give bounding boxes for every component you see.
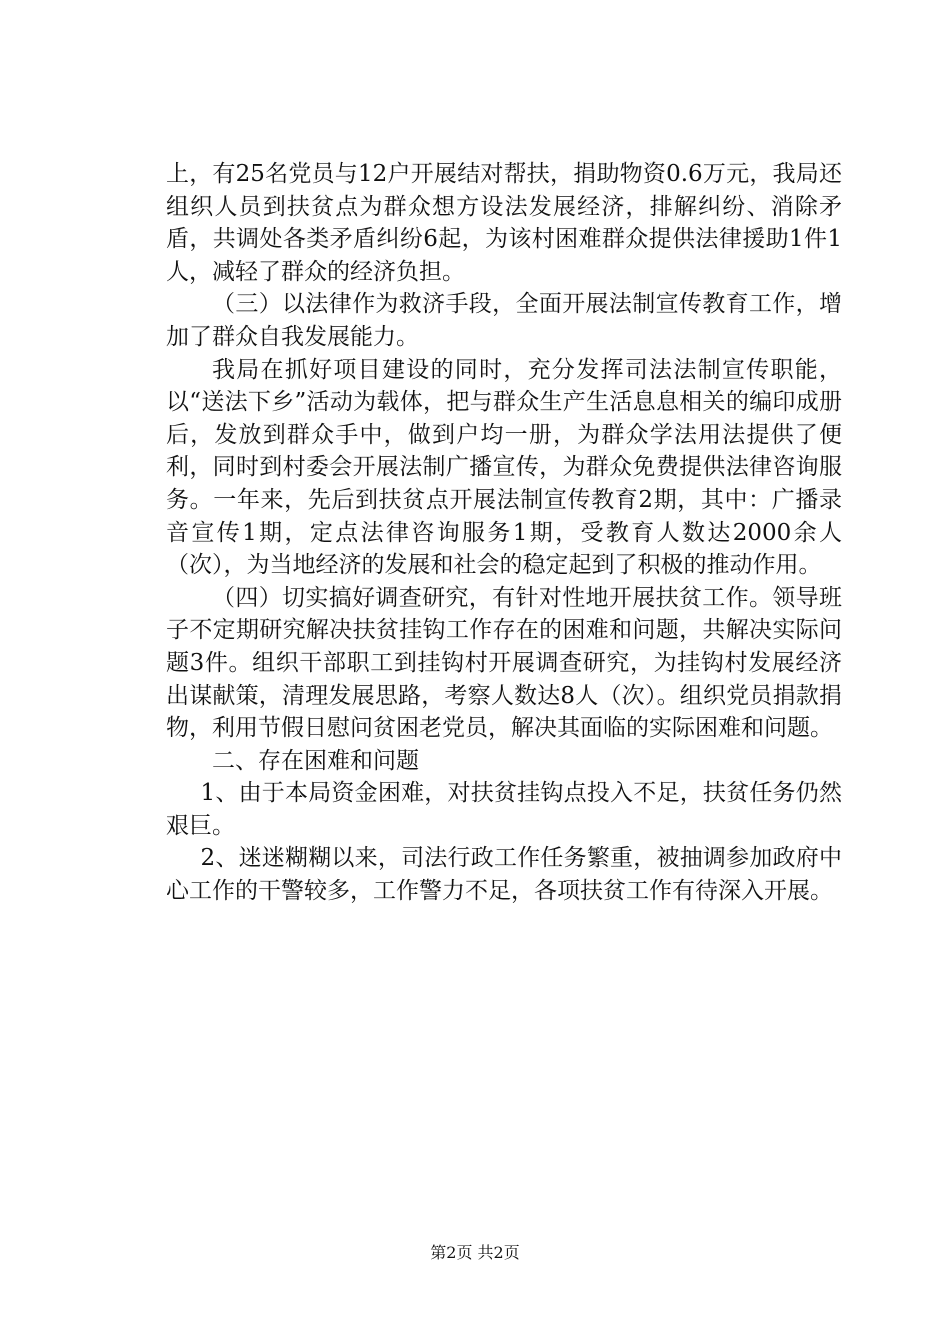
section-heading-difficulties: 二、存在困难和问题	[212, 747, 419, 774]
difficulty-item-1: 1、由于本局资金困难，对扶贫挂钩点投入不足，扶贫任务仍然艰巨。	[166, 780, 842, 839]
page-number-footer: 第2页 共2页	[430, 1243, 520, 1262]
paragraph-section-four: （四）切实搞好调查研究，有针对性地开展扶贫工作。领导班子不定期研究解决扶贫挂钩工作存在的困难和问题，共解决实际问题3件。组织干部职工到挂钩村开展调查研究，为挂钩村发展经济出谋献策，清理发展思路，考察人数达8人（次）。组织党员捐款捐物，利用节假日慰问贫困老党员，解决其面临的实际困难和问题。	[166, 584, 842, 742]
paragraph-section-three-heading: （三）以法律作为救济手段，全面开展法制宣传教育工作，增加了群众自我发展能力。	[166, 291, 842, 350]
paragraph-legal-publicity: 我局在抓好项目建设的同时，充分发挥司法法制宣传职能，以“送法下乡”活动为载体，把与群众生产生活息息相关的编印成册后，发放到群众手中，做到户均一册，为群众学法用法提供了便利，同时到村委会开展法制广播宣传，为群众免费提供法律咨询服务。一年来，先后到扶贫点开展法制宣传教育2期，其中：广播录音宣传1期，定点法律咨询服务1期，受教育人数达2000余人（次），为当地经济的发展和社会的稳定起到了积极的推动作用。	[166, 356, 842, 579]
difficulty-item-2: 2、迷迷糊糊以来，司法行政工作任务繁重，被抽调参加政府中心工作的干警较多，工作警力不足，各项扶贫工作有待深入开展。	[166, 845, 842, 905]
document-body	[166, 158, 842, 908]
paragraph-continuation: 上，有25名党员与12户开展结对帮扶，捐助物资0.6万元，我局还组织人员到扶贫点为群众想方设法发展经济，排解纠纷、消除矛盾，共调处各类矛盾纠纷6起，为该村困难群众提供法律援助1件1人，减轻了群众的经济负担。	[166, 161, 842, 285]
